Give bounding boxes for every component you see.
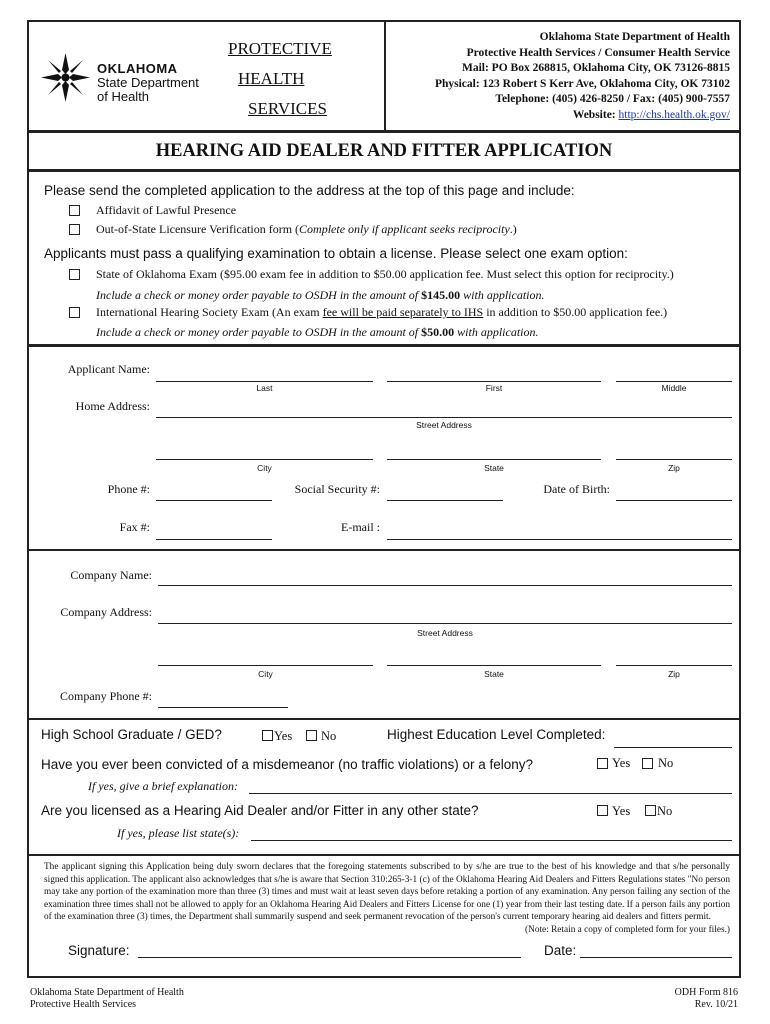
date-field[interactable]: [580, 957, 732, 958]
licensed-no-checkbox[interactable]: [645, 805, 656, 816]
company-state-field[interactable]: [387, 665, 601, 666]
state-exam-note-b: with application.: [463, 288, 545, 302]
licensed-list-field[interactable]: [251, 840, 732, 841]
verification-checkbox[interactable]: [69, 224, 80, 235]
phone-field[interactable]: [156, 500, 272, 501]
city-field[interactable]: [156, 459, 373, 460]
company-street-field[interactable]: [158, 623, 732, 624]
education-label: Highest Education Level Completed:: [387, 727, 606, 742]
addr-line4: Physical: 123 Robert S Kerr Ave, Oklahoma City, OK 73102: [434, 77, 730, 90]
street-caption: Street Address: [416, 420, 472, 430]
dob-field[interactable]: [616, 500, 732, 501]
state-field[interactable]: [387, 459, 601, 460]
company-zip-field[interactable]: [616, 665, 732, 666]
hs-no-checkbox[interactable]: [306, 730, 317, 741]
first-name-field[interactable]: [387, 381, 601, 382]
website-link[interactable]: http://chs.health.ok.gov/: [618, 108, 730, 121]
date-label: Date:: [544, 943, 577, 958]
ssn-field[interactable]: [387, 500, 503, 501]
licensed-yes-checkbox[interactable]: [597, 805, 608, 816]
email-label: E-mail :: [341, 520, 380, 534]
verification-end: .): [509, 222, 517, 236]
osdh-logo: [38, 50, 93, 105]
affidavit-checkbox[interactable]: [69, 205, 80, 216]
street-address-field[interactable]: [156, 417, 732, 418]
middle-name-field[interactable]: [616, 381, 732, 382]
ssn-label: Social Security #:: [294, 482, 380, 496]
company-state-caption: State: [484, 669, 504, 679]
logo-line3: of Health: [97, 89, 150, 104]
city-caption: City: [257, 463, 272, 473]
verification-note: Complete only if applicant seeks reciprocity: [299, 222, 510, 236]
licensed-no-label: No: [657, 804, 673, 818]
ihs-exam-checkbox[interactable]: [69, 307, 80, 318]
addr-line3: Mail: PO Box 268815, Oklahoma City, OK 73126-8815: [461, 62, 730, 74]
hs-yes-checkbox[interactable]: [262, 730, 273, 741]
felony-explain-field[interactable]: [249, 793, 732, 794]
state-exam-amount: $145.00: [421, 288, 461, 302]
company-address-label: Company Address:: [60, 605, 152, 619]
dob-label: Date of Birth:: [543, 482, 610, 496]
hs-label: High School Graduate / GED?: [41, 727, 222, 742]
company-phone-field[interactable]: [158, 707, 288, 708]
verification-text: Out-of-State Licensure Verification form (: [96, 222, 300, 236]
company-name-field[interactable]: [158, 585, 732, 586]
fax-label: Fax #:: [119, 520, 150, 534]
footer-left-2: Protective Health Services: [30, 999, 137, 1010]
instructions-intro: Please send the completed application to the address at the top of this page and include:: [44, 183, 575, 198]
osdh-star-icon: [38, 50, 93, 105]
declaration-note: (Note: Retain a copy of completed form for your files.): [525, 924, 730, 935]
email-field[interactable]: [387, 539, 732, 540]
last-caption: Last: [256, 383, 273, 393]
company-zip-caption: Zip: [668, 669, 680, 679]
ihs-amount: $50.00: [421, 325, 455, 339]
hs-yes-label: Yes: [274, 729, 293, 743]
felony-no-label: No: [658, 756, 674, 770]
company-street-caption: Street Address: [417, 628, 473, 638]
home-address-label: Home Address:: [75, 399, 150, 413]
zip-field[interactable]: [616, 459, 732, 460]
middle-caption: Middle: [661, 383, 687, 393]
agency-address: [390, 30, 730, 123]
logo-state: OKLAHOMA: [97, 61, 178, 76]
phs-line3: SERVICES: [248, 99, 327, 118]
signature-label: Signature:: [68, 943, 130, 958]
state-exam-label: State of Oklahoma Exam ($95.00 exam fee in addition to $50.00 application fee. Must select this option for reciprocity.): [96, 267, 674, 281]
addr-line2: Protective Health Services / Consumer Health Service: [466, 46, 730, 59]
fax-field[interactable]: [156, 539, 272, 540]
logo-line2: State Department: [97, 75, 199, 90]
signature-field[interactable]: [138, 957, 521, 958]
licensed-list-label: If yes, please list state(s):: [117, 826, 240, 840]
ihs-text-a: International Hearing Society Exam (An exam: [96, 305, 323, 319]
phs-line2: HEALTH: [238, 69, 305, 88]
felony-yes-checkbox[interactable]: [597, 758, 608, 769]
education-field[interactable]: [614, 747, 732, 748]
form-title: HEARING AID DEALER AND FITTER APPLICATION: [155, 141, 613, 161]
footer-right: [600, 987, 738, 1011]
company-name-label: Company Name:: [70, 568, 152, 582]
felony-explain-label: If yes, give a brief explanation:: [88, 779, 238, 793]
felony-label: Have you ever been convicted of a misdemeanor (no traffic violations) or a felony?: [41, 757, 534, 772]
licensed-yes-label: Yes: [612, 804, 631, 818]
affidavit-label: Affidavit of Lawful Presence: [96, 203, 237, 217]
footer-left-1: Oklahoma State Department of Health: [30, 987, 184, 998]
verification-label: [96, 222, 517, 237]
state-exam-note-a: Include a check or money order payable to OSDH in the amount of: [96, 288, 419, 302]
exam-intro: Applicants must pass a qualifying examination to obtain a license. Please select one exam option:: [44, 246, 628, 261]
ihs-exam-note: [96, 325, 539, 340]
state-caption: State: [484, 463, 504, 473]
ihs-text-u: fee will be paid separately to IHS: [322, 305, 484, 319]
addr-line5: Telephone: (405) 426-8250 / Fax: (405) 900-7557: [495, 93, 730, 105]
felony-no-checkbox[interactable]: [642, 758, 653, 769]
phs-wordmark: [228, 34, 332, 124]
website-line: [390, 108, 730, 124]
footer-right-1: ODH Form 816: [674, 987, 738, 998]
state-exam-note: [96, 288, 545, 303]
website-label: Website:: [572, 108, 616, 121]
applicant-name-label: Applicant Name:: [67, 362, 150, 376]
company-phone-label: Company Phone #:: [60, 689, 152, 703]
declaration-body: The applicant signing this Application being duly sworn declares that the foregoing statements subscribed to by s/he are true to the best of his knowledge and that s/he personally signed this application. The applicant also acknowledges that s/he is aware that Section 310:265-3-1 (c) of the Oklahoma Hearing Aid Dealers and Fitters Regulations states "No person may take any portion of the examination more than three (3) times and must wait at least seven days before retaking a portion of any examination. Any person failing any section of the examination three times shall not be allowed to apply for an Oklahoma Hearing Aid Dealers and Fitters License for one (1) year from their last testing date. If a person fails any portion of the examination three (3) times, the Department shall summarily suspend and seek permanent revocation of the person's current temporary hearing aid dealers and fitters permit.: [44, 862, 730, 923]
footer-right-2: Rev. 10/21: [694, 999, 738, 1010]
state-exam-checkbox[interactable]: [69, 269, 80, 280]
company-city-caption: City: [258, 669, 273, 679]
ihs-exam-label: [96, 305, 667, 320]
phs-line1: PROTECTIVE: [228, 39, 332, 58]
logo-text: [97, 62, 199, 104]
zip-caption: Zip: [668, 463, 680, 473]
footer-left: [30, 987, 184, 1011]
company-city-field[interactable]: [158, 665, 373, 666]
licensed-label: Are you licensed as a Hearing Aid Dealer and/or Fitter in any other state?: [41, 803, 479, 818]
ihs-note-a: Include a check or money order payable to OSDH in the amount of: [96, 325, 419, 339]
addr-line1: Oklahoma State Department of Health: [539, 31, 730, 43]
hs-no-label: No: [321, 729, 337, 743]
phone-label: Phone #:: [107, 482, 150, 496]
felony-yes-label: Yes: [612, 756, 631, 770]
ihs-text-b: in addition to $50.00 application fee.): [483, 305, 668, 319]
last-name-field[interactable]: [156, 381, 373, 382]
ihs-note-b: with application.: [457, 325, 539, 339]
declaration-text: [44, 861, 730, 937]
first-caption: First: [485, 383, 503, 393]
